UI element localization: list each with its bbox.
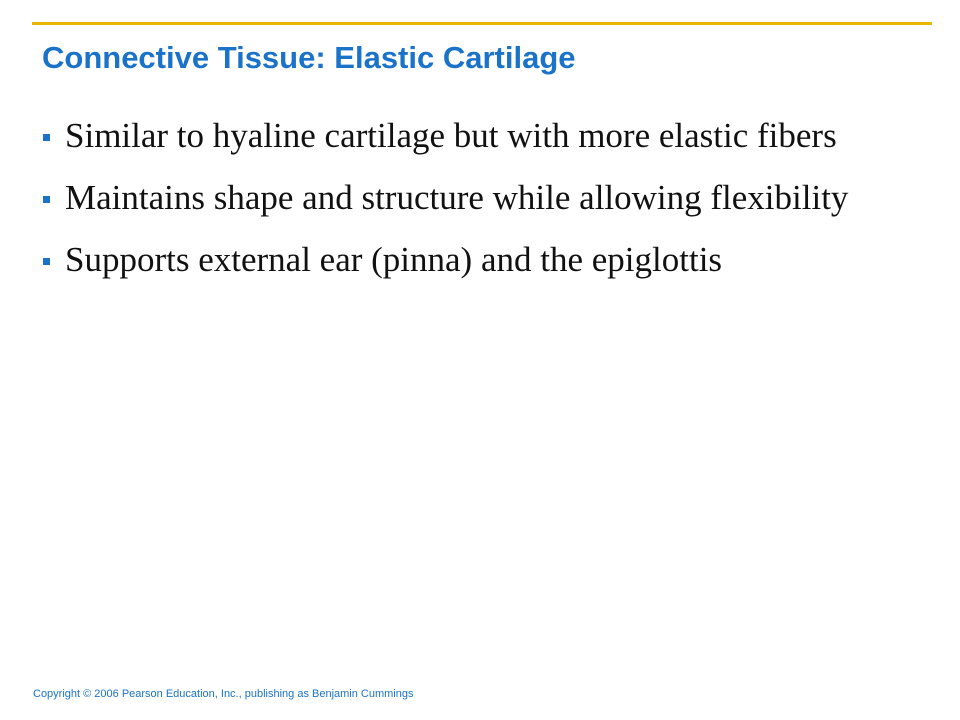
square-bullet-icon bbox=[43, 258, 50, 265]
bullet-item bbox=[40, 176, 900, 220]
copyright-footer: Copyright © 2006 Pearson Education, Inc., publishing as Benjamin Cummings bbox=[33, 688, 414, 700]
bullet-text: Supports external ear (pinna) and the epiglottis bbox=[65, 240, 723, 279]
bullet-text: Similar to hyaline cartilage but with more elastic fibers bbox=[65, 116, 837, 155]
square-bullet-icon bbox=[43, 196, 50, 203]
bullet-item bbox=[40, 114, 900, 158]
top-rule-divider bbox=[32, 22, 932, 25]
slide-title: Connective Tissue: Elastic Cartilage bbox=[42, 40, 576, 75]
bullet-text: Maintains shape and structure while allowing flexibility bbox=[65, 178, 849, 217]
bullet-item bbox=[40, 238, 900, 282]
square-bullet-icon bbox=[43, 134, 50, 141]
bullet-list bbox=[40, 114, 900, 300]
